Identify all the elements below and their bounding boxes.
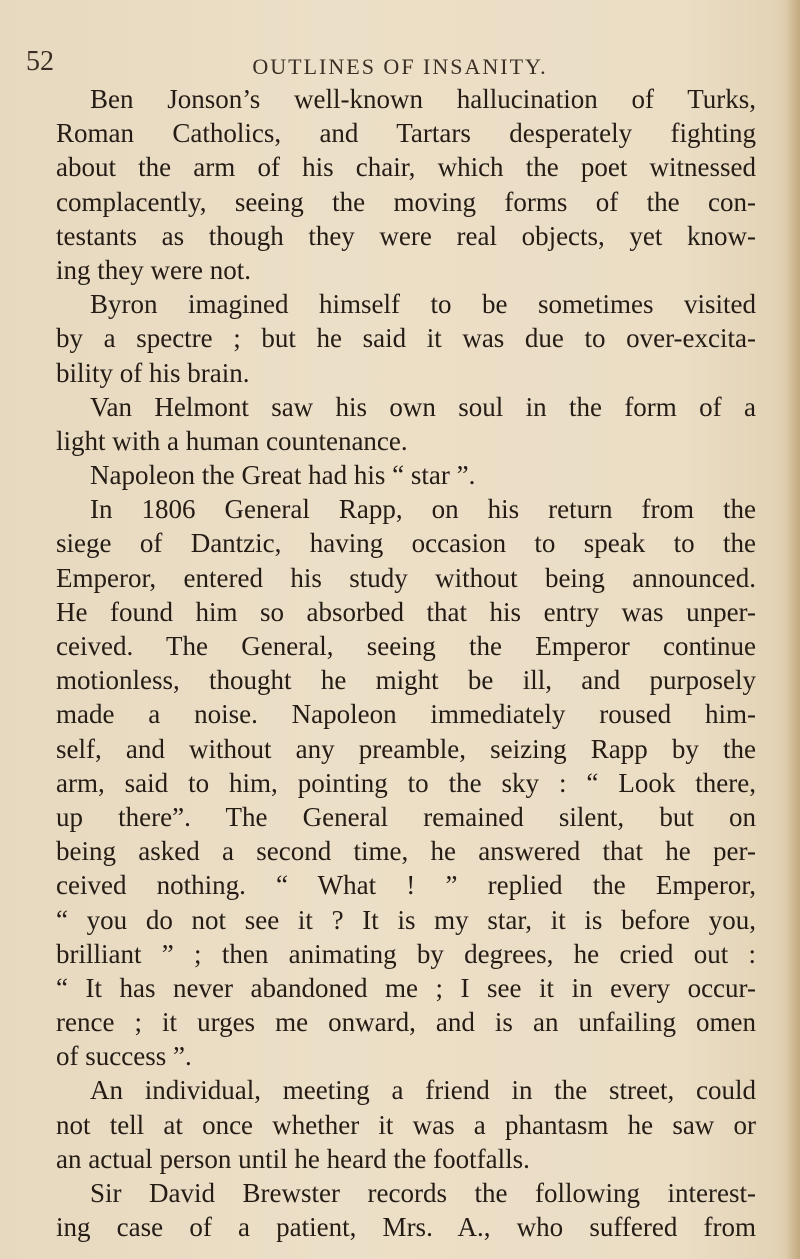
text-line: Ben Jonson’s well-known hallucination of Turks,: [90, 84, 756, 114]
running-head: OUTLINES OF INSANITY.: [252, 54, 548, 79]
text-line: self, and without any preamble, seizing Rapp by the: [56, 733, 756, 764]
text-line: ceived nothing. “ What ! ” replied the Emperor,: [56, 870, 756, 901]
text-line: bility of his brain.: [56, 357, 250, 388]
text-line: by a spectre ; but he said it was due to over-excita-: [56, 323, 756, 354]
text-line: Byron imagined himself to be sometimes visited: [90, 289, 756, 320]
text-line: made a noise. Napoleon immediately roused him-: [56, 699, 756, 730]
text-line: “ It has never abandoned me ; I see it in every occur-: [56, 972, 756, 1003]
text-line: motionless, thought he might be ill, and purposely: [56, 665, 756, 696]
text-line: Napoleon the Great had his “ star ”.: [90, 460, 476, 491]
text-line: complacently, seeing the moving forms of the con-: [56, 186, 756, 217]
text-line: light with a human countenance.: [56, 425, 408, 456]
text-line: ing they were not.: [56, 254, 251, 285]
body-text: [56, 82, 756, 1244]
text-line: In 1806 General Rapp, on his return from the: [90, 494, 756, 525]
text-line: Emperor, entered his study without being announced.: [56, 562, 756, 593]
text-line: “ you do not see it ? It is my star, it is before you,: [56, 904, 756, 935]
text-line: siege of Dantzic, having occasion to speak to the: [56, 528, 756, 559]
text-line: rence ; it urges me onward, and is an unfailing omen: [56, 1007, 756, 1038]
text-line: about the arm of his chair, which the poet witnessed: [56, 152, 756, 183]
page-number: 52: [26, 46, 54, 77]
text-line: He found him so absorbed that his entry was unper-: [56, 596, 756, 627]
text-line: not tell at once whether it was a phantasm he saw or: [56, 1109, 756, 1140]
page-header: [0, 40, 800, 80]
text-line: an actual person until he heard the footfalls.: [56, 1143, 530, 1174]
text-line: testants as though they were real objects, yet know-: [56, 220, 756, 251]
text-line: ing case of a patient, Mrs. A., who suffered from: [56, 1212, 756, 1243]
text-line: ceived. The General, seeing the Emperor continue: [56, 631, 756, 661]
text-line: up there”. The General remained silent, but on: [56, 801, 756, 832]
text-line: of success ”.: [56, 1041, 192, 1072]
page-edge-shadow: [786, 0, 800, 1259]
text-line: Roman Catholics, and Tartars desperately fighting: [56, 118, 756, 149]
text-line: brilliant ” ; then animating by degrees, he cried out :: [56, 938, 756, 969]
text-line: Van Helmont saw his own soul in the form of a: [90, 391, 756, 422]
text-line: arm, said to him, pointing to the sky : “ Look there,: [56, 767, 756, 798]
text-line: An individual, meeting a friend in the street, could: [90, 1075, 756, 1106]
text-line: being asked a second time, he answered that he per-: [56, 836, 756, 867]
text-line: Sir David Brewster records the following interest-: [90, 1178, 756, 1208]
